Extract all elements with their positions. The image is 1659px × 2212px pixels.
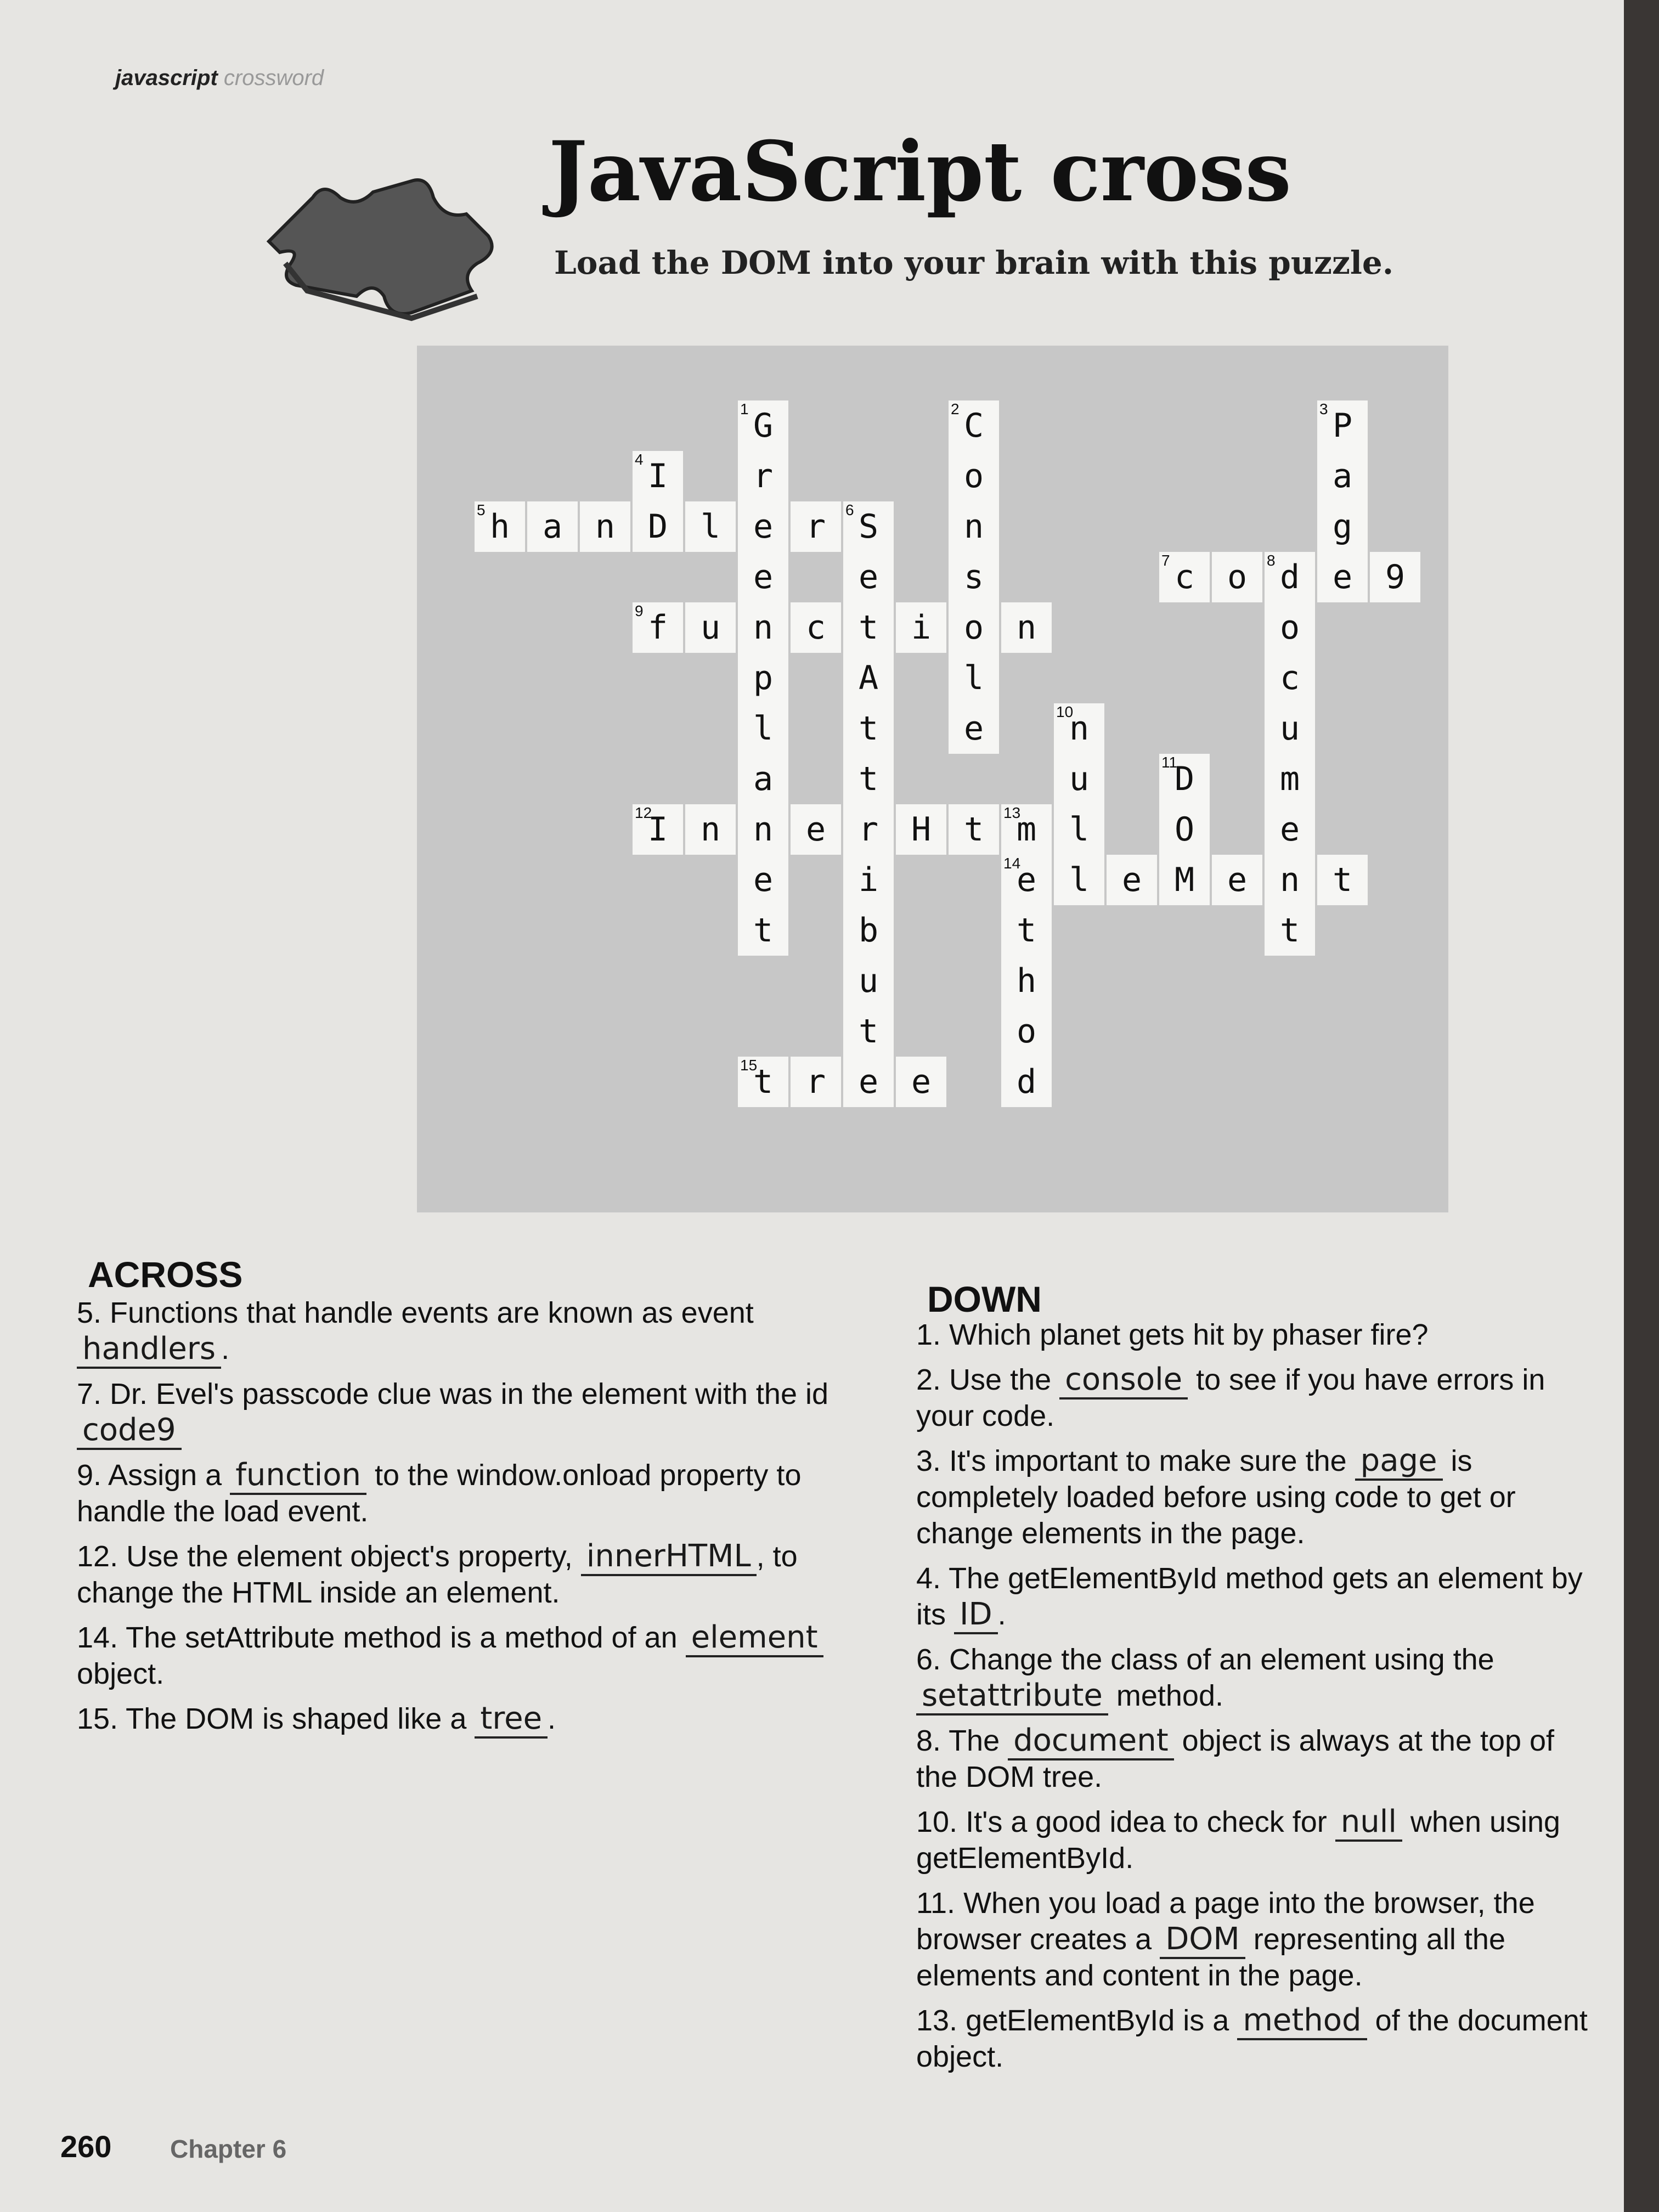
grid-cell — [843, 602, 894, 653]
facing-page-edge — [1624, 0, 1659, 2212]
cell-letter: e — [753, 507, 774, 546]
grid-cell — [1159, 804, 1210, 855]
grid-cell — [1265, 905, 1315, 956]
across-clue — [77, 1620, 856, 1692]
grid-cell — [949, 703, 999, 754]
grid-cell — [949, 400, 999, 451]
cell-letter: D — [647, 507, 668, 546]
grid-cell — [791, 602, 841, 653]
cell-letter: H — [911, 810, 932, 849]
grid-cell — [580, 501, 630, 552]
clue-text-end: . — [548, 1702, 556, 1735]
down-heading: DOWN — [927, 1279, 1042, 1319]
cell-letter: e — [1016, 861, 1037, 899]
down-clue — [916, 1317, 1591, 1353]
grid-cell — [1054, 703, 1104, 754]
cell-letter: O — [1174, 810, 1195, 849]
cell-letter: G — [753, 407, 774, 445]
cell-letter: c — [1279, 659, 1300, 697]
crossword-grid — [417, 346, 1448, 1212]
grid-cell — [1265, 602, 1315, 653]
cell-letter: t — [1016, 911, 1037, 950]
clue-text: 6. Change the class of an element using the — [916, 1643, 1494, 1676]
cell-letter: n — [753, 608, 774, 647]
cell-letter: e — [753, 861, 774, 899]
grid-cell — [843, 703, 894, 754]
across-clues — [77, 1295, 856, 1746]
cell-letter: t — [753, 1063, 774, 1101]
clue-text-end: . — [221, 1333, 230, 1365]
cell-letter: A — [858, 659, 879, 697]
cell-letter: l — [1069, 810, 1090, 849]
cell-letter: l — [963, 659, 984, 697]
cell-letter: t — [858, 709, 879, 748]
grid-cell — [527, 501, 578, 552]
running-header — [115, 66, 324, 91]
grid-cell — [843, 804, 894, 855]
clue-number: 14 — [1003, 855, 1021, 872]
clue-number: 7 — [1161, 552, 1170, 569]
grid-cell — [738, 703, 788, 754]
down-clue — [916, 1443, 1591, 1551]
down-clue — [916, 1362, 1591, 1434]
grid-cell — [843, 552, 894, 602]
cell-letter: h — [489, 507, 510, 546]
across-clue — [77, 1457, 856, 1530]
clue-text: 7. Dr. Evel's passcode clue was in the element with the id — [77, 1378, 829, 1410]
grid-cell — [738, 501, 788, 552]
clue-text: 9. Assign a — [77, 1459, 230, 1492]
grid-cell — [1265, 754, 1315, 804]
page-number: 260 — [60, 2129, 112, 2164]
clue-number: 13 — [1003, 804, 1021, 821]
cell-letter: o — [1279, 608, 1300, 647]
cell-letter: e — [1121, 861, 1142, 899]
cell-letter: n — [1016, 608, 1037, 647]
clue-number: 3 — [1319, 400, 1328, 417]
clue-number: 15 — [740, 1057, 758, 1074]
cell-letter: e — [1279, 810, 1300, 849]
grid-cell — [685, 804, 736, 855]
clue-text: 15. The DOM is shaped like a — [77, 1702, 475, 1735]
cell-letter: t — [858, 760, 879, 798]
cell-letter: s — [963, 558, 984, 596]
cell-letter: t — [963, 810, 984, 849]
cell-letter: P — [1332, 407, 1353, 445]
cell-letter: u — [1279, 709, 1300, 748]
grid-cell — [843, 1057, 894, 1107]
down-clue — [916, 2002, 1591, 2075]
down-clue — [916, 1723, 1591, 1795]
grid-cell — [1001, 804, 1052, 855]
down-clue — [916, 1804, 1591, 1876]
grid-cell — [949, 653, 999, 703]
clue-text-end: object is always at the top of the DOM tree. — [916, 1724, 1555, 1793]
cell-letter: a — [753, 760, 774, 798]
grid-cell — [949, 602, 999, 653]
cell-letter: D — [1174, 760, 1195, 798]
cell-letter: o — [1016, 1012, 1037, 1051]
header-light: crossword — [223, 66, 324, 90]
cell-letter: I — [647, 810, 668, 849]
cell-letter: i — [858, 861, 879, 899]
cell-letter: d — [1016, 1063, 1037, 1101]
cell-letter: n — [700, 810, 721, 849]
handwritten-answer: code9 — [77, 1412, 182, 1450]
grid-cell — [1001, 905, 1052, 956]
down-clues — [916, 1317, 1591, 2084]
clue-text: 4. The getElementById method gets an element by its — [916, 1562, 1583, 1631]
clue-text: 12. Use the element object's property, — [77, 1540, 581, 1573]
cell-letter: a — [542, 507, 563, 546]
cell-letter: n — [1069, 709, 1090, 748]
clue-text-end: to the window.onload property to handle the load event. — [77, 1459, 802, 1528]
grid-cell — [633, 804, 683, 855]
grid-cell — [843, 905, 894, 956]
clue-number: 10 — [1056, 703, 1074, 720]
cell-letter: h — [1016, 962, 1037, 1000]
grid-cell — [949, 501, 999, 552]
clue-text: 11. When you load a page into the browser, the browser creates a — [916, 1887, 1535, 1956]
cell-letter: l — [1069, 861, 1090, 899]
cell-letter: u — [700, 608, 721, 647]
grid-cell — [685, 602, 736, 653]
clue-number: 11 — [1161, 754, 1178, 771]
grid-cell — [1265, 855, 1315, 905]
clue-text: 14. The setAttribute method is a method of an — [77, 1621, 686, 1654]
grid-cell — [1370, 552, 1420, 602]
grid-cell — [1265, 703, 1315, 754]
grid-cell — [791, 804, 841, 855]
grid-cell — [1317, 400, 1368, 451]
grid-cell — [1317, 501, 1368, 552]
header-bold: javascript — [115, 66, 218, 90]
puzzle-piece-icon — [247, 159, 505, 324]
grid-cell — [1001, 956, 1052, 1006]
clue-text-end: object. — [77, 1657, 165, 1690]
cell-letter: n — [595, 507, 616, 546]
grid-cell — [1107, 855, 1157, 905]
cell-letter: a — [1332, 457, 1353, 495]
grid-cell — [738, 855, 788, 905]
grid-cell — [949, 451, 999, 501]
grid-cell — [1317, 552, 1368, 602]
grid-cell — [1001, 1006, 1052, 1057]
cell-letter: n — [1279, 861, 1300, 899]
cell-letter: e — [753, 558, 774, 596]
grid-cell — [738, 602, 788, 653]
grid-cell — [843, 1006, 894, 1057]
grid-cell — [896, 1057, 946, 1107]
grid-cell — [685, 501, 736, 552]
cell-letter: e — [805, 810, 826, 849]
cell-letter: l — [753, 709, 774, 748]
across-clue — [77, 1701, 856, 1737]
cell-letter: r — [805, 1063, 826, 1101]
clue-number: 12 — [635, 804, 652, 821]
grid-cell — [1054, 855, 1104, 905]
across-heading: ACROSS — [88, 1254, 243, 1295]
cell-letter: t — [1279, 911, 1300, 950]
cell-letter: e — [963, 709, 984, 748]
cell-letter: o — [963, 457, 984, 495]
grid-cell — [949, 552, 999, 602]
handwritten-answer: tree — [475, 1701, 548, 1739]
clue-text-end: when using getElementById. — [916, 1805, 1561, 1875]
clue-text: 1. Which planet gets hit by phaser fire? — [916, 1318, 1429, 1351]
cell-letter: d — [1279, 558, 1300, 596]
cell-letter: g — [1332, 507, 1353, 546]
grid-cell — [1212, 552, 1262, 602]
grid-cell — [1001, 855, 1052, 905]
grid-cell — [633, 451, 683, 501]
handwritten-answer: page — [1355, 1443, 1443, 1481]
handwritten-answer: null — [1335, 1804, 1402, 1842]
handwritten-answer: element — [686, 1620, 823, 1657]
cell-letter: m — [1016, 810, 1037, 849]
grid-cell — [843, 653, 894, 703]
handwritten-answer: innerHTML — [581, 1538, 757, 1576]
cell-letter: u — [858, 962, 879, 1000]
down-clue — [916, 1560, 1591, 1633]
grid-cell — [1054, 804, 1104, 855]
grid-cell — [843, 754, 894, 804]
cell-letter: e — [1332, 558, 1353, 596]
handwritten-answer: DOM — [1160, 1921, 1245, 1959]
grid-cell — [633, 602, 683, 653]
cell-letter: t — [1332, 861, 1353, 899]
clue-text: 8. The — [916, 1724, 1008, 1757]
grid-cell — [1265, 804, 1315, 855]
grid-cell — [1054, 754, 1104, 804]
grid-cell — [1317, 451, 1368, 501]
grid-cell — [738, 653, 788, 703]
cell-letter: m — [1279, 760, 1300, 798]
grid-cell — [843, 855, 894, 905]
across-clue — [77, 1295, 856, 1367]
cell-letter: l — [700, 507, 721, 546]
grid-cell — [1265, 653, 1315, 703]
cell-letter: 9 — [1385, 558, 1406, 596]
clue-text-end: of the document object. — [916, 2004, 1588, 2073]
down-clue — [916, 1641, 1591, 1714]
grid-cell — [896, 602, 946, 653]
grid-cell — [1001, 602, 1052, 653]
grid-cell — [843, 501, 894, 552]
cell-letter: e — [858, 1063, 879, 1101]
across-clue — [77, 1376, 856, 1448]
cell-letter: M — [1174, 861, 1195, 899]
cell-letter: i — [911, 608, 932, 647]
grid-cell — [475, 501, 525, 552]
grid-cell — [738, 1057, 788, 1107]
cell-letter: t — [753, 911, 774, 950]
clue-text-end: , to change the HTML inside an element. — [77, 1540, 798, 1609]
clue-text-end: is completely loaded before using code to get or change elements in the page. — [916, 1444, 1516, 1550]
grid-cell — [791, 501, 841, 552]
cell-letter: e — [858, 558, 879, 596]
grid-cell — [738, 804, 788, 855]
cell-letter: o — [1227, 558, 1248, 596]
grid-cell — [1212, 855, 1262, 905]
cell-letter: t — [858, 608, 879, 647]
grid-cell — [1265, 552, 1315, 602]
clue-number: 8 — [1267, 552, 1276, 569]
page-title: JavaScript cross — [549, 123, 1291, 220]
clue-number: 4 — [635, 451, 644, 468]
cell-letter: f — [647, 608, 668, 647]
clue-text-end: . — [997, 1598, 1006, 1631]
grid-cell — [738, 754, 788, 804]
cell-letter: o — [963, 608, 984, 647]
cell-letter: n — [963, 507, 984, 546]
cell-letter: C — [963, 407, 984, 445]
handwritten-answer: setattribute — [916, 1678, 1108, 1716]
grid-cell — [738, 451, 788, 501]
cell-letter: S — [858, 507, 879, 546]
handwritten-answer: method — [1237, 2002, 1367, 2040]
cell-letter: b — [858, 911, 879, 950]
grid-cell — [738, 552, 788, 602]
across-clue — [77, 1538, 856, 1611]
handwritten-answer: console — [1059, 1362, 1188, 1400]
cell-letter: r — [753, 457, 774, 495]
grid-cell — [1317, 855, 1368, 905]
down-clue — [916, 1885, 1591, 1994]
grid-cell — [1159, 552, 1210, 602]
clue-text: 13. getElementById is a — [916, 2004, 1238, 2037]
cell-letter: r — [805, 507, 826, 546]
cell-letter: c — [1174, 558, 1195, 596]
clue-text-end: method. — [1108, 1679, 1223, 1712]
grid-cell — [633, 501, 683, 552]
cell-letter: n — [753, 810, 774, 849]
grid-cell — [791, 1057, 841, 1107]
grid-cell — [949, 804, 999, 855]
clue-text: 2. Use the — [916, 1363, 1060, 1396]
cell-letter: t — [858, 1012, 879, 1051]
handwritten-answer: document — [1008, 1723, 1174, 1760]
grid-cell — [738, 905, 788, 956]
cell-letter: p — [753, 659, 774, 697]
clue-text: 10. It's a good idea to check for — [916, 1805, 1335, 1838]
handwritten-answer: ID — [954, 1596, 998, 1634]
grid-cell — [1001, 1057, 1052, 1107]
clue-text-end: representing all the elements and content in the page. — [916, 1923, 1505, 1992]
clue-text-end: to see if you have errors in your code. — [916, 1363, 1545, 1432]
cell-letter: r — [858, 810, 879, 849]
chapter-label: Chapter 6 — [170, 2135, 287, 2163]
cell-letter: e — [1227, 861, 1248, 899]
clue-number: 2 — [951, 400, 960, 417]
cell-letter: u — [1069, 760, 1090, 798]
clue-number: 5 — [477, 501, 486, 518]
cell-letter: e — [911, 1063, 932, 1101]
clue-number: 1 — [740, 400, 749, 417]
cell-letter: c — [805, 608, 826, 647]
clue-text: 5. Functions that handle events are known as event — [77, 1296, 754, 1329]
handwritten-answer: handlers — [77, 1331, 221, 1369]
grid-cell — [1159, 754, 1210, 804]
page-subtitle: Load the DOM into your brain with this puzzle. — [554, 244, 1394, 281]
grid-cell — [738, 400, 788, 451]
clue-number: 9 — [635, 602, 644, 619]
grid-cell — [843, 956, 894, 1006]
cell-letter: I — [647, 457, 668, 495]
clue-number: 6 — [845, 501, 854, 518]
grid-cell — [896, 804, 946, 855]
clue-text: 3. It's important to make sure the — [916, 1444, 1355, 1477]
grid-cell — [1159, 855, 1210, 905]
handwritten-answer: function — [230, 1457, 366, 1495]
